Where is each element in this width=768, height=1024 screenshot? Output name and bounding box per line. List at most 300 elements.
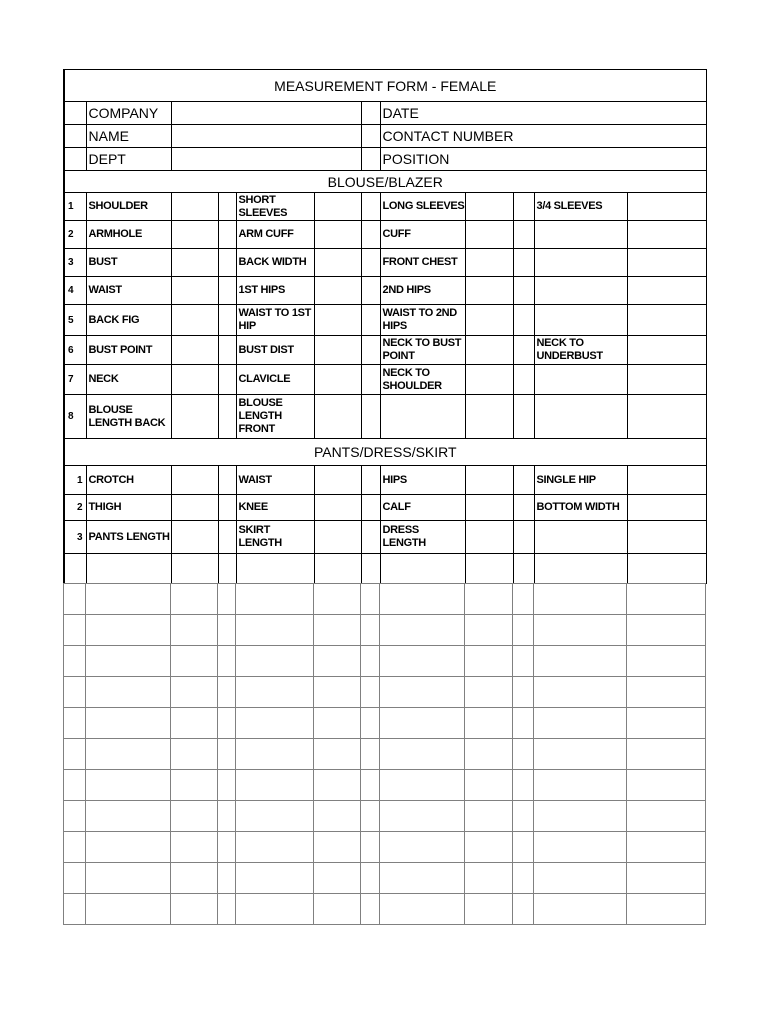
value-field[interactable] — [314, 336, 361, 365]
grid-cell[interactable] — [236, 863, 314, 894]
grid-cell[interactable] — [64, 646, 86, 677]
value-field[interactable] — [314, 249, 361, 277]
measure-label: 3/4 SLEEVES — [534, 193, 627, 221]
grid-cell[interactable] — [86, 615, 171, 646]
grid-cell[interactable] — [314, 677, 361, 708]
empty-grid — [63, 583, 706, 925]
grid-cell[interactable] — [627, 739, 706, 770]
grid-cell[interactable] — [513, 894, 534, 925]
measure-label: BUST POINT — [86, 336, 171, 365]
value-field[interactable] — [314, 395, 361, 439]
measure-label: CROTCH — [86, 466, 171, 495]
grid-cell[interactable] — [361, 770, 380, 801]
value-field[interactable] — [465, 221, 513, 249]
spacer-cell — [513, 466, 534, 495]
grid-cell[interactable] — [64, 739, 86, 770]
measure-label: BLOUSE LENGTH FRONT — [236, 395, 314, 439]
grid-cell[interactable] — [627, 894, 706, 925]
grid-cell[interactable] — [171, 863, 218, 894]
measure-label: WAIST — [236, 466, 314, 495]
spacer-cell — [218, 554, 236, 584]
value-field[interactable] — [627, 277, 706, 305]
value-field[interactable] — [171, 221, 218, 249]
spacer-cell — [218, 336, 236, 365]
grid-cell[interactable] — [236, 739, 314, 770]
grid-cell[interactable] — [380, 801, 465, 832]
grid-cell[interactable] — [236, 770, 314, 801]
blouse-row — [64, 249, 706, 277]
measure-label: SKIRT LENGTH — [236, 521, 314, 554]
grid-cell[interactable] — [534, 615, 627, 646]
grid-cell[interactable] — [465, 770, 513, 801]
measure-label: HIPS — [380, 466, 465, 495]
value-field[interactable] — [171, 193, 218, 221]
grid-cell[interactable] — [86, 708, 171, 739]
grid-cell[interactable] — [314, 584, 361, 615]
grid-cell[interactable] — [218, 770, 236, 801]
grid-cell[interactable] — [465, 677, 513, 708]
grid-cell[interactable] — [627, 615, 706, 646]
grid-cell[interactable] — [380, 615, 465, 646]
grid-cell[interactable] — [314, 832, 361, 863]
grid-row — [64, 894, 706, 925]
blank-cell — [64, 554, 86, 584]
measure-label: ARM CUFF — [236, 221, 314, 249]
info-blank-cell — [361, 148, 380, 171]
value-field[interactable] — [314, 277, 361, 305]
grid-cell[interactable] — [171, 708, 218, 739]
spacer-cell — [513, 495, 534, 521]
position-label[interactable]: POSITION — [380, 148, 706, 171]
row-number: 2 — [64, 495, 86, 521]
row-number: 3 — [64, 249, 86, 277]
value-field[interactable] — [171, 305, 218, 336]
measure-label: BUST — [86, 249, 171, 277]
grid-cell[interactable] — [314, 894, 361, 925]
grid-cell[interactable] — [86, 832, 171, 863]
value-field[interactable] — [465, 336, 513, 365]
grid-cell[interactable] — [361, 739, 380, 770]
value-field[interactable] — [171, 495, 218, 521]
measure-label: 1ST HIPS — [236, 277, 314, 305]
grid-cell[interactable] — [64, 708, 86, 739]
grid-cell[interactable] — [465, 584, 513, 615]
grid-cell[interactable] — [361, 646, 380, 677]
blank-cell[interactable] — [86, 554, 171, 584]
grid-cell[interactable] — [171, 770, 218, 801]
value-field[interactable] — [171, 249, 218, 277]
value-field[interactable] — [627, 305, 706, 336]
grid-cell[interactable] — [314, 739, 361, 770]
grid-cell[interactable] — [534, 894, 627, 925]
measure-label: BLOUSE LENGTH BACK — [86, 395, 171, 439]
grid-cell[interactable] — [236, 646, 314, 677]
value-field[interactable] — [314, 495, 361, 521]
grid-cell[interactable] — [380, 584, 465, 615]
grid-cell[interactable] — [534, 677, 627, 708]
name-field[interactable] — [171, 125, 361, 148]
grid-cell[interactable] — [465, 615, 513, 646]
grid-cell[interactable] — [314, 708, 361, 739]
row-number: 1 — [64, 466, 86, 495]
spacer-cell — [361, 395, 380, 439]
value-field[interactable] — [627, 365, 706, 395]
pants-dress-skirt-heading: PANTS/DRESS/SKIRT — [64, 439, 706, 466]
measure-label: NECK TO BUST POINT — [380, 336, 465, 365]
measure-label — [534, 249, 627, 277]
grid-cell[interactable] — [380, 708, 465, 739]
spacer-cell — [513, 221, 534, 249]
pants-row — [64, 495, 706, 521]
measure-label: CUFF — [380, 221, 465, 249]
grid-row — [64, 708, 706, 739]
grid-cell[interactable] — [171, 584, 218, 615]
row-number: 1 — [64, 193, 86, 221]
grid-cell[interactable] — [86, 770, 171, 801]
grid-cell[interactable] — [513, 584, 534, 615]
grid-cell[interactable] — [513, 739, 534, 770]
measure-label: ARMHOLE — [86, 221, 171, 249]
grid-cell[interactable] — [361, 708, 380, 739]
spacer-cell — [361, 466, 380, 495]
blank-cell[interactable] — [534, 554, 627, 584]
value-field[interactable] — [627, 249, 706, 277]
grid-cell[interactable] — [380, 863, 465, 894]
grid-cell[interactable] — [627, 708, 706, 739]
value-field[interactable] — [627, 221, 706, 249]
grid-cell[interactable] — [236, 615, 314, 646]
grid-cell[interactable] — [86, 894, 171, 925]
measure-label — [534, 521, 627, 554]
grid-cell[interactable] — [361, 801, 380, 832]
grid-cell[interactable] — [314, 615, 361, 646]
grid-cell[interactable] — [465, 801, 513, 832]
grid-cell[interactable] — [534, 584, 627, 615]
value-field[interactable] — [171, 336, 218, 365]
measure-label: BACK WIDTH — [236, 249, 314, 277]
value-field[interactable] — [314, 554, 361, 584]
grid-cell[interactable] — [361, 863, 380, 894]
spacer-cell — [361, 521, 380, 554]
grid-row — [64, 770, 706, 801]
grid-cell[interactable] — [314, 646, 361, 677]
contact-number-label[interactable]: CONTACT NUMBER — [380, 125, 706, 148]
blouse-row — [64, 365, 706, 395]
row-number: 7 — [64, 365, 86, 395]
measure-label — [534, 277, 627, 305]
grid-cell[interactable] — [64, 863, 86, 894]
grid-row — [64, 615, 706, 646]
grid-cell[interactable] — [218, 801, 236, 832]
info-blank-cell — [64, 125, 86, 148]
blouse-row — [64, 277, 706, 305]
grid-cell[interactable] — [513, 801, 534, 832]
dept-label: DEPT — [86, 148, 171, 171]
grid-cell[interactable] — [236, 677, 314, 708]
grid-cell[interactable] — [218, 894, 236, 925]
value-field[interactable] — [465, 305, 513, 336]
value-field[interactable] — [314, 521, 361, 554]
grid-cell[interactable] — [361, 894, 380, 925]
grid-cell[interactable] — [86, 801, 171, 832]
grid-cell[interactable] — [380, 770, 465, 801]
dept-field[interactable] — [171, 148, 361, 171]
row-number: 6 — [64, 336, 86, 365]
row-number: 4 — [64, 277, 86, 305]
spacer-cell — [361, 193, 380, 221]
grid-cell[interactable] — [534, 646, 627, 677]
spacer-cell — [361, 495, 380, 521]
spacer-cell — [513, 277, 534, 305]
name-label: NAME — [86, 125, 171, 148]
value-field[interactable] — [314, 466, 361, 495]
grid-cell[interactable] — [314, 770, 361, 801]
measure-label — [534, 395, 627, 439]
measure-label: THIGH — [86, 495, 171, 521]
info-blank-cell — [64, 148, 86, 171]
form-title: MEASUREMENT FORM - FEMALE — [64, 70, 706, 102]
grid-cell[interactable] — [627, 646, 706, 677]
grid-cell[interactable] — [513, 832, 534, 863]
spacer-cell — [218, 395, 236, 439]
grid-cell[interactable] — [171, 739, 218, 770]
grid-cell[interactable] — [171, 894, 218, 925]
spacer-cell — [361, 221, 380, 249]
grid-cell[interactable] — [534, 770, 627, 801]
value-field[interactable] — [465, 554, 513, 584]
value-field[interactable] — [465, 466, 513, 495]
grid-row — [64, 832, 706, 863]
value-field[interactable] — [627, 521, 706, 554]
grid-row — [64, 801, 706, 832]
grid-cell[interactable] — [64, 584, 86, 615]
grid-cell[interactable] — [64, 615, 86, 646]
grid-cell[interactable] — [218, 739, 236, 770]
grid-cell[interactable] — [534, 801, 627, 832]
measure-label: NECK — [86, 365, 171, 395]
value-field[interactable] — [465, 495, 513, 521]
spacer-cell — [218, 249, 236, 277]
grid-cell[interactable] — [627, 770, 706, 801]
measure-label: CLAVICLE — [236, 365, 314, 395]
spacer-cell — [218, 221, 236, 249]
measure-label: BUST DIST — [236, 336, 314, 365]
grid-cell[interactable] — [218, 677, 236, 708]
grid-cell[interactable] — [236, 894, 314, 925]
grid-cell[interactable] — [171, 832, 218, 863]
spacer-cell — [513, 554, 534, 584]
date-label[interactable]: DATE — [380, 102, 706, 125]
grid-cell[interactable] — [236, 708, 314, 739]
value-field[interactable] — [627, 554, 706, 584]
grid-cell[interactable] — [64, 894, 86, 925]
spacer-cell — [218, 193, 236, 221]
grid-cell[interactable] — [171, 646, 218, 677]
measure-label: SHOULDER — [86, 193, 171, 221]
measure-label: FRONT CHEST — [380, 249, 465, 277]
grid-cell[interactable] — [361, 832, 380, 863]
grid-cell[interactable] — [314, 863, 361, 894]
grid-cell[interactable] — [380, 646, 465, 677]
grid-row — [64, 739, 706, 770]
value-field[interactable] — [465, 277, 513, 305]
company-field[interactable] — [171, 102, 361, 125]
grid-cell[interactable] — [534, 863, 627, 894]
grid-cell[interactable] — [465, 708, 513, 739]
grid-cell[interactable] — [64, 770, 86, 801]
spacer-cell — [361, 277, 380, 305]
value-field[interactable] — [465, 365, 513, 395]
grid-cell[interactable] — [627, 832, 706, 863]
pants-row-blank — [64, 554, 706, 584]
measure-label: SINGLE HIP — [534, 466, 627, 495]
spacer-cell — [218, 466, 236, 495]
grid-cell[interactable] — [171, 801, 218, 832]
row-number: 3 — [64, 521, 86, 554]
grid-cell[interactable] — [361, 584, 380, 615]
value-field[interactable] — [465, 395, 513, 439]
value-field[interactable] — [314, 305, 361, 336]
grid-cell[interactable] — [218, 615, 236, 646]
blouse-row — [64, 221, 706, 249]
measure-label: NECK TO SHOULDER — [380, 365, 465, 395]
grid-cell[interactable] — [627, 863, 706, 894]
grid-row — [64, 646, 706, 677]
grid-cell[interactable] — [314, 801, 361, 832]
grid-cell[interactable] — [64, 832, 86, 863]
value-field[interactable] — [627, 193, 706, 221]
measure-label: WAIST — [86, 277, 171, 305]
grid-cell[interactable] — [534, 708, 627, 739]
value-field[interactable] — [465, 249, 513, 277]
value-field[interactable] — [314, 221, 361, 249]
blank-cell[interactable] — [236, 554, 314, 584]
grid-cell[interactable] — [236, 584, 314, 615]
spacer-cell — [513, 336, 534, 365]
spacer-cell — [361, 554, 380, 584]
grid-cell[interactable] — [465, 894, 513, 925]
grid-cell[interactable] — [218, 646, 236, 677]
value-field[interactable] — [171, 365, 218, 395]
grid-cell[interactable] — [380, 677, 465, 708]
value-field[interactable] — [627, 466, 706, 495]
spacer-cell — [361, 365, 380, 395]
value-field[interactable] — [627, 336, 706, 365]
grid-cell[interactable] — [465, 832, 513, 863]
spacer-cell — [513, 305, 534, 336]
grid-cell[interactable] — [513, 863, 534, 894]
spacer-cell — [218, 277, 236, 305]
info-blank-cell — [361, 102, 380, 125]
grid-cell[interactable] — [86, 739, 171, 770]
spacer-cell — [361, 249, 380, 277]
value-field[interactable] — [171, 554, 218, 584]
grid-cell[interactable] — [534, 739, 627, 770]
spacer-cell — [513, 193, 534, 221]
grid-cell[interactable] — [218, 832, 236, 863]
grid-cell[interactable] — [513, 646, 534, 677]
value-field[interactable] — [314, 365, 361, 395]
grid-cell[interactable] — [236, 801, 314, 832]
blouse-blazer-heading: BLOUSE/BLAZER — [64, 171, 706, 193]
grid-cell[interactable] — [86, 863, 171, 894]
measurement-form — [63, 69, 707, 584]
info-blank-cell — [361, 125, 380, 148]
grid-cell[interactable] — [627, 677, 706, 708]
measure-label: BOTTOM WIDTH — [534, 495, 627, 521]
spacer-cell — [513, 521, 534, 554]
value-field[interactable] — [465, 521, 513, 554]
grid-cell[interactable] — [465, 863, 513, 894]
grid-cell[interactable] — [86, 677, 171, 708]
value-field[interactable] — [627, 495, 706, 521]
value-field[interactable] — [627, 395, 706, 439]
measure-label — [534, 305, 627, 336]
grid-cell[interactable] — [627, 801, 706, 832]
pants-row — [64, 466, 706, 495]
grid-cell[interactable] — [465, 739, 513, 770]
grid-cell[interactable] — [534, 832, 627, 863]
grid-cell[interactable] — [513, 677, 534, 708]
value-field[interactable] — [314, 193, 361, 221]
grid-cell[interactable] — [513, 708, 534, 739]
row-number: 2 — [64, 221, 86, 249]
grid-cell[interactable] — [64, 677, 86, 708]
spacer-cell — [218, 521, 236, 554]
grid-cell[interactable] — [513, 615, 534, 646]
measure-label: SHORT SLEEVES — [236, 193, 314, 221]
grid-cell[interactable] — [64, 801, 86, 832]
row-number: 8 — [64, 395, 86, 439]
value-field[interactable] — [465, 193, 513, 221]
grid-cell[interactable] — [236, 832, 314, 863]
grid-cell[interactable] — [86, 646, 171, 677]
measure-label — [534, 365, 627, 395]
spacer-cell — [218, 495, 236, 521]
spacer-cell — [513, 395, 534, 439]
grid-cell[interactable] — [465, 646, 513, 677]
blank-cell[interactable] — [380, 554, 465, 584]
grid-cell[interactable] — [380, 894, 465, 925]
blouse-row — [64, 193, 706, 221]
grid-cell[interactable] — [218, 584, 236, 615]
spacer-cell — [513, 249, 534, 277]
grid-cell[interactable] — [361, 677, 380, 708]
grid-cell[interactable] — [627, 584, 706, 615]
value-field[interactable] — [171, 277, 218, 305]
grid-row — [64, 584, 706, 615]
measure-label: WAIST TO 1ST HIP — [236, 305, 314, 336]
value-field[interactable] — [171, 395, 218, 439]
grid-cell[interactable] — [171, 615, 218, 646]
measure-label: PANTS LENGTH — [86, 521, 171, 554]
grid-cell[interactable] — [86, 584, 171, 615]
grid-cell[interactable] — [361, 615, 380, 646]
grid-cell[interactable] — [171, 677, 218, 708]
value-field[interactable] — [171, 466, 218, 495]
grid-cell[interactable] — [218, 708, 236, 739]
blouse-row — [64, 305, 706, 336]
pants-row — [64, 521, 706, 554]
grid-cell[interactable] — [513, 770, 534, 801]
blouse-row — [64, 336, 706, 365]
grid-cell[interactable] — [380, 739, 465, 770]
grid-cell[interactable] — [380, 832, 465, 863]
value-field[interactable] — [171, 521, 218, 554]
company-label: COMPANY — [86, 102, 171, 125]
grid-cell[interactable] — [218, 863, 236, 894]
grid-row — [64, 863, 706, 894]
